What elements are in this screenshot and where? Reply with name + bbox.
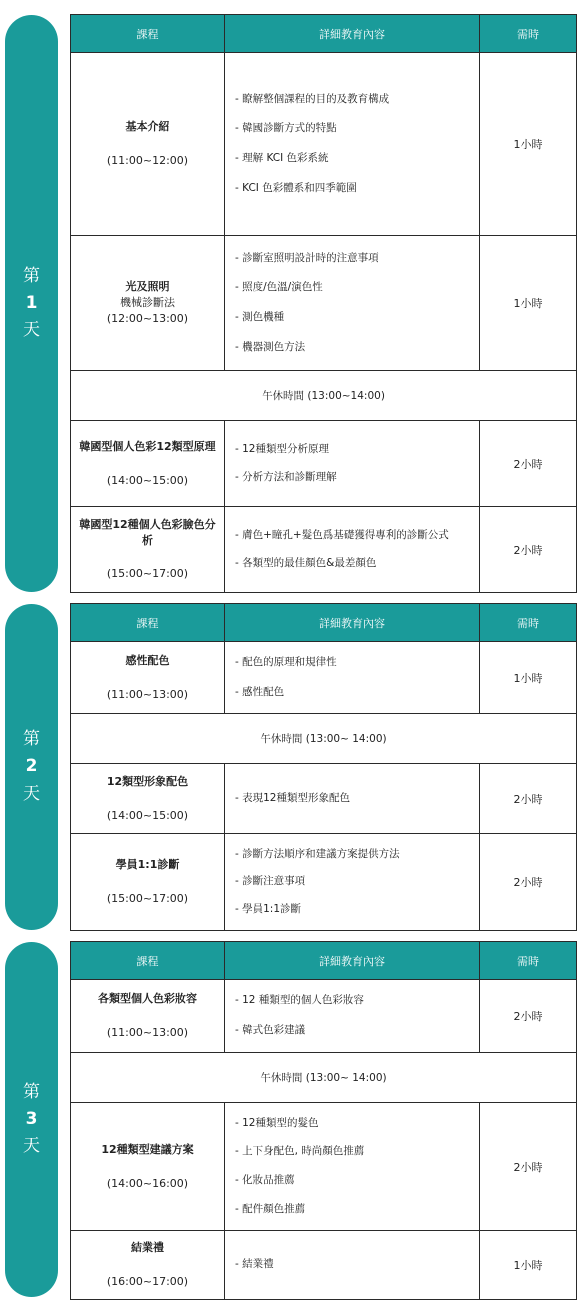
detail-cell xyxy=(225,236,480,371)
detail-cell xyxy=(225,53,480,236)
course-cell xyxy=(71,1103,225,1231)
lunch-break: 午休時間 (13:00~14:00) xyxy=(71,371,577,421)
detail-item: - 機器測色方法 xyxy=(235,340,306,353)
detail-item: - 配件顏色推薦 xyxy=(235,1202,306,1215)
detail-cell xyxy=(225,642,480,714)
course-cell xyxy=(71,834,225,931)
table-row xyxy=(71,507,577,593)
course-cell xyxy=(71,507,225,593)
header-detail: 詳細教育內容 xyxy=(225,604,480,642)
detail-item: - 各類型的最佳顏色&最差顏色 xyxy=(235,556,377,569)
header-hours: 需時 xyxy=(480,15,577,53)
course-time: (16:00~17:00) xyxy=(106,1275,189,1288)
day-badge-number: 3 xyxy=(25,1108,38,1129)
day-badge-number: 1 xyxy=(25,292,38,313)
course-name: 12種類型建議方案 xyxy=(101,1142,194,1156)
schedule-table xyxy=(70,14,577,593)
detail-item: - 上下身配色, 時尚顏色推薦 xyxy=(235,1145,365,1158)
course-cell xyxy=(71,980,225,1053)
detail-item: - 瞭解整個課程的目的及教育構成 xyxy=(235,92,390,105)
table-header-row xyxy=(71,604,577,642)
detail-item: - 配色的原理和規律性 xyxy=(235,655,337,668)
detail-cell xyxy=(225,980,480,1053)
detail-cell xyxy=(225,507,480,593)
course-cell xyxy=(71,764,225,834)
course-time: (12:00~13:00) xyxy=(106,311,189,325)
detail-item: - 表現12種類型形象配色 xyxy=(235,791,350,804)
hours-cell: 2小時 xyxy=(480,507,577,593)
hours-cell: 2小時 xyxy=(480,1103,577,1231)
table-row xyxy=(71,980,577,1053)
course-cell xyxy=(71,1231,225,1300)
table-row xyxy=(71,421,577,507)
lunch-row xyxy=(71,1053,577,1103)
detail-item: - 化妝品推薦 xyxy=(235,1174,295,1186)
course-name: 基本介紹 xyxy=(125,120,170,134)
header-hours: 需時 xyxy=(480,942,577,980)
table-row xyxy=(71,834,577,931)
detail-cell xyxy=(225,1103,480,1231)
course-name: 各類型個人色彩妝容 xyxy=(98,992,197,1006)
hours-cell: 1小時 xyxy=(480,53,577,236)
table-row xyxy=(71,53,577,236)
course-time: (14:00~15:00) xyxy=(106,808,189,822)
course-time: (14:00~15:00) xyxy=(106,473,189,487)
detail-item: - 感性配色 xyxy=(235,685,285,698)
detail-cell xyxy=(225,1231,480,1300)
course-name: 韓國型12種個人色彩臉色分析 xyxy=(79,517,216,547)
detail-item: - 照度/色溫/演色性 xyxy=(235,281,323,294)
course-name: 學員1:1診斷 xyxy=(115,858,180,872)
day-badge-bottom: 天 xyxy=(23,320,40,341)
schedule-table xyxy=(70,941,577,1300)
detail-item: - 診斷注意事項 xyxy=(235,875,306,888)
course-name: 光及照明 xyxy=(125,280,170,294)
course-cell xyxy=(71,642,225,714)
course-name: 韓國型個人色彩12類型原理 xyxy=(79,439,216,453)
day-badge xyxy=(5,15,58,592)
detail-item: - 12種類型的髮色 xyxy=(235,1116,319,1129)
course-cell xyxy=(71,236,225,371)
course-subtitle: 機械診斷法 xyxy=(120,296,175,310)
header-hours: 需時 xyxy=(480,604,577,642)
hours-cell: 1小時 xyxy=(480,1231,577,1300)
detail-item: - 診斷方法順序和建議方案提供方法 xyxy=(235,847,400,860)
lunch-row xyxy=(71,371,577,421)
detail-item: - 12種類型分析原理 xyxy=(235,442,329,455)
course-name: 感性配色 xyxy=(125,653,170,667)
lunch-break: 午休時間 (13:00~ 14:00) xyxy=(71,1053,577,1103)
course-time: (15:00~17:00) xyxy=(106,567,189,581)
detail-item: - 分析方法和診斷理解 xyxy=(235,470,337,483)
table-row xyxy=(71,1231,577,1300)
detail-cell xyxy=(225,834,480,931)
day-badge-bottom: 天 xyxy=(23,1136,40,1157)
course-name: 結業禮 xyxy=(131,1241,164,1255)
header-detail: 詳細教育內容 xyxy=(225,15,480,53)
day-badge-bottom: 天 xyxy=(23,783,40,804)
course-time: (11:00~12:00) xyxy=(106,154,189,167)
detail-item: - 測色機種 xyxy=(235,311,285,323)
day-badge xyxy=(5,604,58,930)
course-cell xyxy=(71,421,225,507)
detail-item: - 學員1:1診斷 xyxy=(235,902,302,915)
course-name: 12類型形象配色 xyxy=(106,774,189,788)
day-badge-top: 第 xyxy=(23,1081,40,1102)
day-badge-top: 第 xyxy=(23,265,40,286)
detail-item: - 診斷室照明設計時的注意事項 xyxy=(235,251,379,264)
detail-item: - 膚色+瞳孔+髮色爲基礎獲得專利的診斷公式 xyxy=(235,528,449,541)
header-course: 課程 xyxy=(71,15,225,53)
course-cell xyxy=(71,53,225,236)
hours-cell: 2小時 xyxy=(480,421,577,507)
table-row xyxy=(71,764,577,834)
table-header-row xyxy=(71,942,577,980)
schedule-table xyxy=(70,603,577,931)
course-time: (15:00~17:00) xyxy=(106,892,189,905)
lunch-break: 午休時間 (13:00~ 14:00) xyxy=(71,714,577,764)
detail-item: - 結業禮 xyxy=(235,1258,274,1271)
lunch-row xyxy=(71,714,577,764)
detail-item: - 韓式色彩建議 xyxy=(235,1024,306,1036)
course-time: (11:00~13:00) xyxy=(106,1026,189,1039)
table-row xyxy=(71,236,577,371)
table-row xyxy=(71,1103,577,1231)
course-time: (11:00~13:00) xyxy=(106,687,189,701)
detail-cell xyxy=(225,764,480,834)
table-row xyxy=(71,642,577,714)
detail-item: - 12 種類型的個人色彩妝容 xyxy=(235,994,364,1007)
course-time: (14:00~16:00) xyxy=(106,1176,189,1190)
detail-cell xyxy=(225,421,480,507)
day-badge xyxy=(5,942,58,1297)
hours-cell: 2小時 xyxy=(480,834,577,931)
detail-item: - 韓國診斷方式的特點 xyxy=(235,122,337,135)
day-badge-top: 第 xyxy=(23,729,40,750)
table-header-row xyxy=(71,15,577,53)
hours-cell: 1小時 xyxy=(480,642,577,714)
detail-item: - KCI 色彩體系和四季範圍 xyxy=(235,181,357,194)
day-badge-number: 2 xyxy=(25,756,38,777)
hours-cell: 2小時 xyxy=(480,764,577,834)
header-detail: 詳細教育內容 xyxy=(225,942,480,980)
detail-item: - 理解 KCI 色彩系統 xyxy=(235,152,329,164)
hours-cell: 1小時 xyxy=(480,236,577,371)
header-course: 課程 xyxy=(71,604,225,642)
header-course: 課程 xyxy=(71,942,225,980)
hours-cell: 2小時 xyxy=(480,980,577,1053)
